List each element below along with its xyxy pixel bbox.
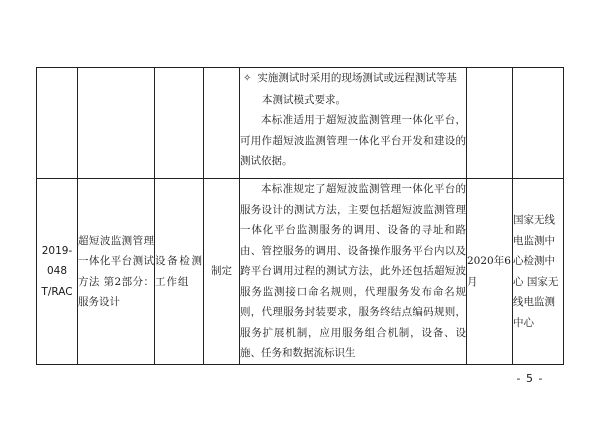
bullet-text: 实施测试时采用的现场测试或远程测试等基 (257, 72, 457, 84)
cell-org-empty (155, 68, 204, 179)
cell-description-continued (240, 68, 467, 179)
cell-description (240, 179, 467, 365)
table-row (37, 179, 564, 365)
cell-code-empty (37, 68, 78, 179)
cell-plan-code: 2019-048 T/RAC (37, 179, 78, 365)
description-paragraph: 本标准规定了超短波监测管理一体化平台的服务设计的测试方法，主要包括超短波监测管理一体化平台监测服务的调用、设备的寻址和路由、管控服务的调用、设备操作服务平台内以及跨平台调用过程的测试方法，此外还包括超短波服务监测接口命名规则，代理服务发布命名规则，代理服务封装要求，服务终结点编码规则，服务扩展机制，应用服务组合机制，设备、设施、任务和数据流标识生 (240, 183, 466, 359)
cell-drafting-units: 国家无线电监测中心检测中心 国家无线电监测中心 (513, 179, 564, 365)
cell-working-group: 设备检测工作组 (155, 179, 204, 365)
cell-units-empty (513, 68, 564, 179)
page-number: - 5 - (516, 372, 544, 385)
table-row-continued (37, 68, 564, 179)
standards-table (36, 67, 564, 365)
bullet-line (240, 68, 466, 90)
scope-paragraph: 本标准适用于超短波监测管理一体化平台，可用作超短波监测管理一体化平台开发和建设的测试依据。 (240, 114, 466, 167)
cell-standard-name: 超短波监测管理一体化平台测试方法 第2部分：服务设计 (78, 179, 155, 365)
cell-date-empty (467, 68, 513, 179)
cell-project-type: 制定 (204, 179, 240, 365)
cell-name-empty (78, 68, 155, 179)
diamond-bullet-icon: ✧ (243, 73, 252, 84)
cell-completion-date: 2020年6月 (467, 179, 513, 365)
bullet-text-continuation: 本测试模式要求。 (262, 93, 346, 106)
cell-type-empty (204, 68, 240, 179)
